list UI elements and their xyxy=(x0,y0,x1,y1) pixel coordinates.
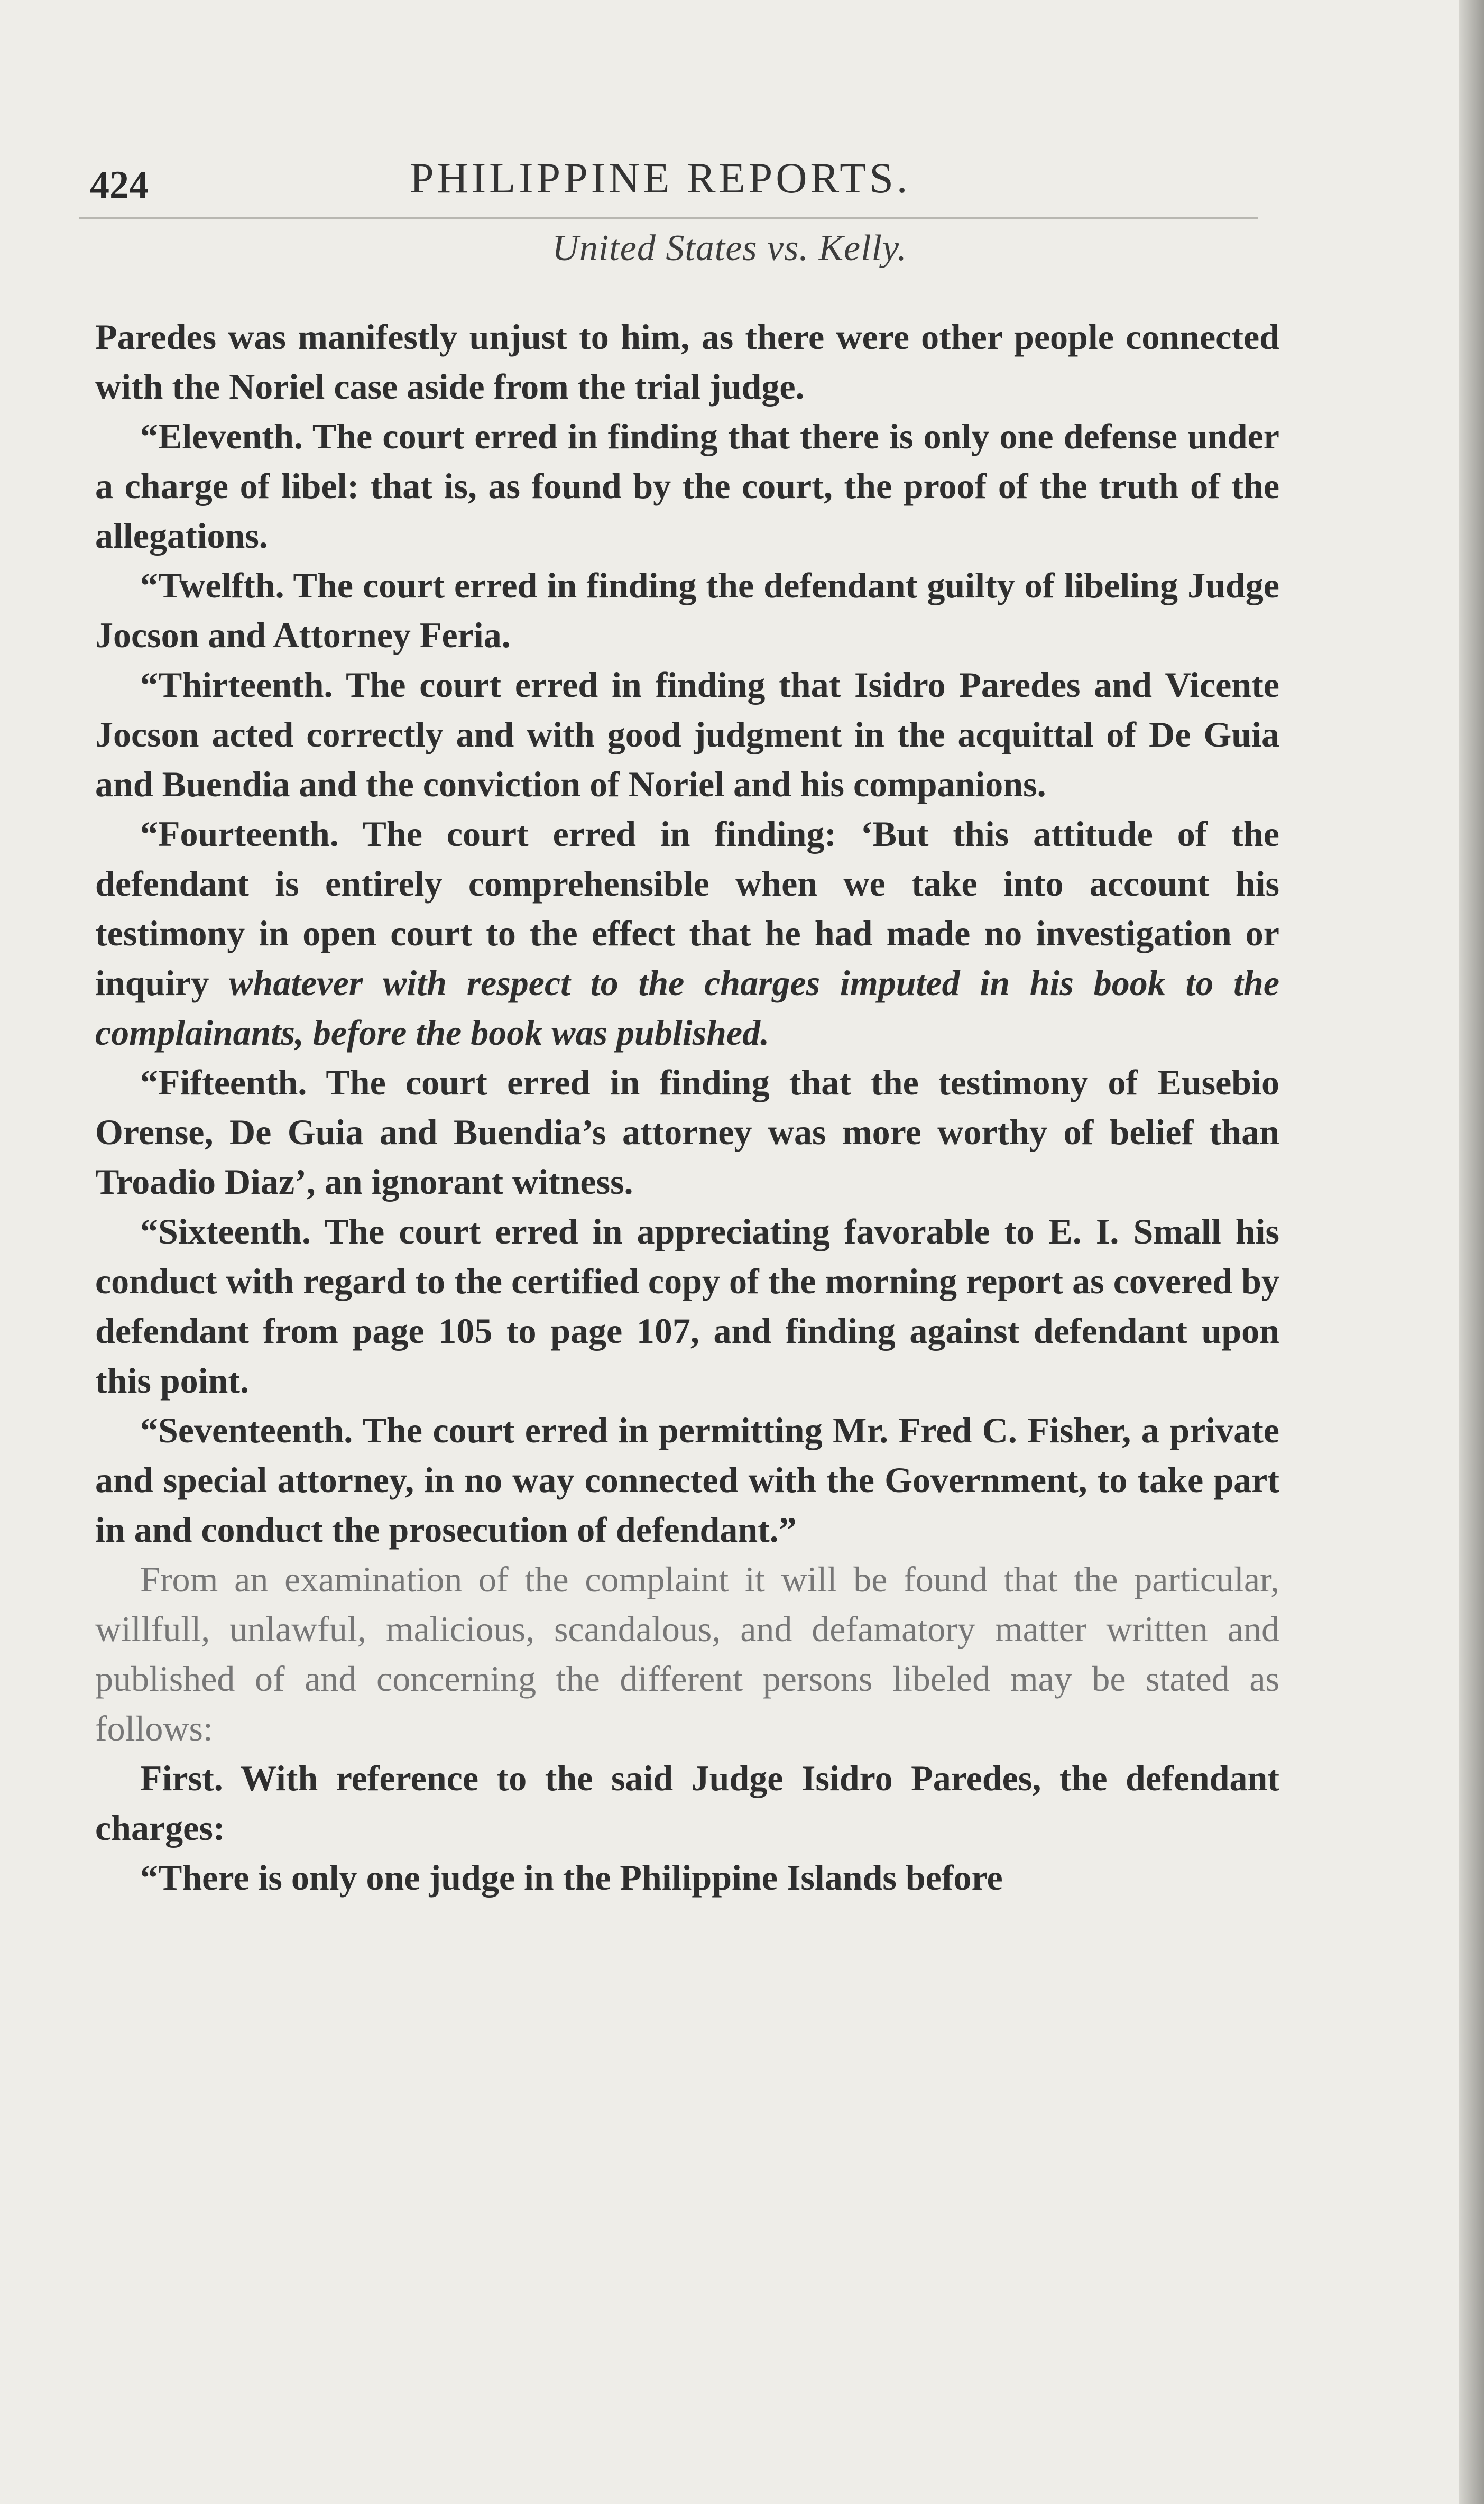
running-title: PHILIPPINE REPORTS. xyxy=(410,154,911,202)
paragraph: First. With reference to the said Judge Isidro Paredes, the defendant charges: xyxy=(95,1758,1279,1848)
paragraph: “Twelfth. The court erred in finding the defendant guilty of libeling Judge Jocson and Attorney Feria. xyxy=(95,565,1279,655)
paragraph: “There is only one judge in the Philippine Islands before xyxy=(140,1857,1003,1898)
page-edge xyxy=(1459,0,1484,2504)
paragraph: “Eleventh. The court erred in finding that there is only one defense under a charge of libel: that is, as found by the court, the proof of the truth of the allegations. xyxy=(95,416,1279,556)
paragraph: “Seventeenth. The court erred in permitting Mr. Fred C. Fisher, a private and special attorney, in no way connected with the Government, to take part in and conduct the prosecution of defendant.” xyxy=(95,1410,1279,1550)
page-number: 424 xyxy=(90,163,149,207)
italic-quotation: whatever with respect to the charges imputed in his book to the complainants, before the book was published. xyxy=(95,963,1280,1053)
paragraph: “Fifteenth. The court erred in finding that the testimony of Eusebio Orense, De Guia and Buendia’s attorney was more worthy of belief than Troadio Diaz’, an ignorant witness. xyxy=(95,1062,1279,1202)
paragraph: “Thirteenth. The court erred in finding that Isidro Paredes and Vicente Jocson acted correctly and with good judgment in the acquittal of De Guia and Buendia and the conviction of Noriel and his companions. xyxy=(95,665,1279,804)
paragraph: “Sixteenth. The court erred in appreciating favorable to E. I. Small his conduct with regard to the certified copy of the morning report as covered by defendant from page 105 to page 107, and finding against defendant upon this point. xyxy=(95,1211,1279,1401)
body-text xyxy=(95,312,1279,1902)
page-header xyxy=(90,153,1285,217)
paragraph: Paredes was manifestly unjust to him, as there were other people connected with the Noriel case aside from the trial judge. xyxy=(95,317,1279,407)
case-title: United States vs. Kelly. xyxy=(552,228,907,269)
paragraph: From an examination of the complaint it will be found that the particular, willfull, unlawful, malicious, scandalous, and defamatory matter written and published of and concerning the different persons libeled may be stated as follows: xyxy=(95,1559,1279,1748)
paragraph xyxy=(95,809,1279,1057)
paragraph-text: “Fourteenth. The court erred in finding: ‘But this attitude of the defendant is entirely comprehensible when we take into account his testimony in open court to the effect that he had made no investigation or inquiry xyxy=(95,814,1279,1003)
header-rule xyxy=(79,217,1258,219)
